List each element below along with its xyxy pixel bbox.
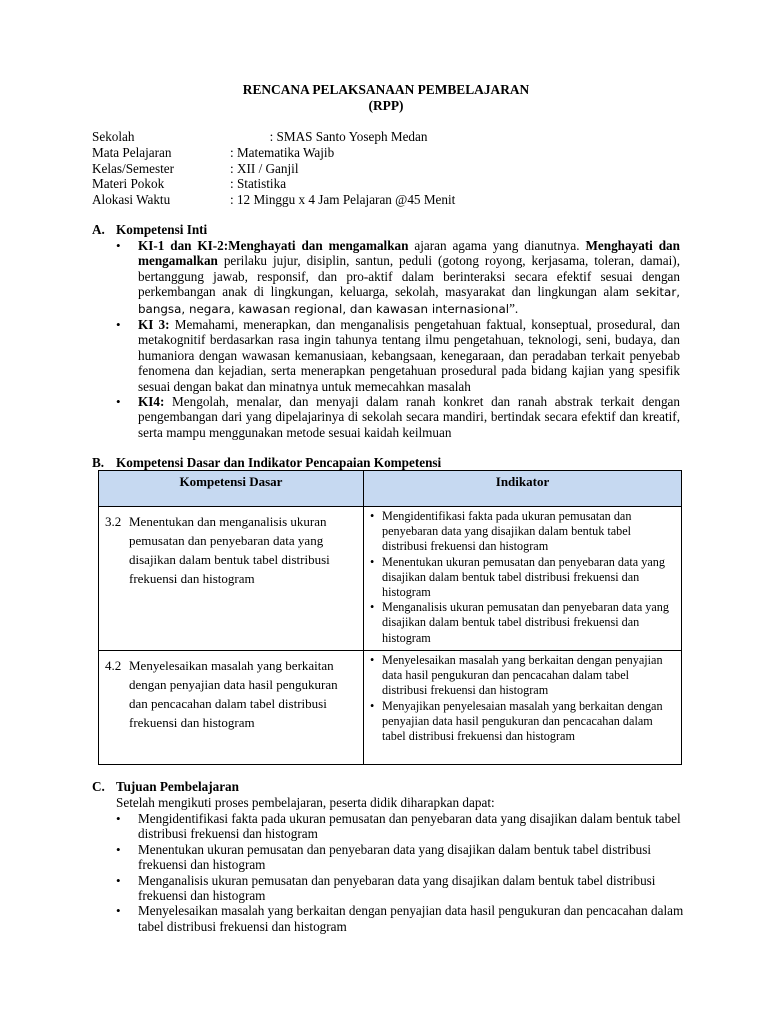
indicator-item: • Menentukan ukuran pemusatan dan penyebaran data yang disajikan dalam bentuk tabel distribusi frekuensi dan histogram [370, 555, 677, 601]
info-row-subject [92, 145, 455, 161]
list-item: • Menganalisis ukuran pemusatan dan penyebaran data yang disajikan dalam bentuk tabel distribusi frekuensi dan histogram [138, 873, 686, 904]
ki-emphasis: Menghayati dan mengamalkan [228, 238, 409, 253]
info-label: Sekolah [92, 129, 135, 144]
document-subtitle: (RPP) [368, 98, 404, 113]
section-letter: C. [92, 779, 105, 794]
section-letter: A. [92, 222, 105, 237]
ki-emphasis: Menghayati dan mengamalkan [138, 238, 680, 269]
info-label: Materi Pokok [92, 176, 165, 192]
objective-intro: Setelah mengikuti proses pembelajaran, peserta didik diharapkan dapat: [116, 795, 495, 810]
section-a-heading [92, 222, 207, 237]
list-item: • Menentukan ukuran pemusatan dan penyebaran data yang disajikan dalam bentuk tabel distribusi frekuensi dan histogram [138, 842, 686, 873]
info-label: Kelas/Semester [92, 160, 175, 176]
info-label: Mata Pelajaran [92, 144, 172, 160]
identity-block [92, 129, 455, 208]
section-c-heading [92, 779, 239, 794]
indicator-item: • Menyelesaikan masalah yang berkaitan dengan penyajian data hasil pengukuran dan pencacahan dalam tabel distribusi frekuensi dan histogram [370, 653, 677, 699]
list-item: • Mengidentifikasi fakta pada ukuran pemusatan dan penyebaran data yang disajikan dalam bentuk tabel distribusi frekuensi dan histogram [138, 811, 686, 842]
indicator-item: • Menyajikan penyelesaian masalah yang berkaitan dengan penyajian data hasil pengukuran dan pencacahan dalam tabel distribusi frekuensi dan histogram [370, 699, 677, 745]
info-value: : XII / Ganjil [230, 160, 299, 176]
ki-label: KI-1 dan KI-2: [138, 238, 229, 253]
indicator-item: • Menganalisis ukuran pemusatan dan penyebaran data yang disajikan dalam bentuk tabel distribusi frekuensi dan histogram [370, 600, 677, 646]
table-cell-indicator [364, 507, 682, 651]
info-value: : 12 Minggu x 4 Jam Pelajaran @45 Menit [230, 192, 456, 208]
table-cell-indicator [364, 651, 682, 765]
section-letter: B. [92, 455, 105, 470]
table-header-row [99, 471, 682, 507]
list-item-ki12 [138, 238, 680, 317]
info-value: : Matematika Wajib [230, 144, 335, 160]
list-item: • Menyelesaikan masalah yang berkaitan dengan penyajian data hasil pengukuran dan pencacahan dalam tabel distribusi frekuensi dan histogram [138, 903, 686, 934]
table-row [99, 507, 682, 651]
list-item-ki4 [138, 394, 680, 440]
ki-text: Memahami, menerapkan, dan menganalisis pengetahuan faktual, konseptual, prosedural, dan metakognitif berdasarkan rasa ingin tahunya tentang ilmu pengetahuan, teknologi, seni, budaya, dan humaniora dengan wawasan kemanusiaan, kebangsaan, kenegaraan, dan peradaban terkait penyebab fenomena dan kejadian, serta menerapkan pengetahuan prosedural pada bidang kajian yang spesifik sesuai dengan bakat dan minatnya untuk memecahkan masalah [138, 317, 681, 394]
info-row-time [92, 192, 455, 208]
column-header-kd: Kompetensi Dasar [99, 471, 364, 507]
ki-text: Mengolah, menalar, dan menyaji dalam ranah konkret dan ranah abstrak terkait dengan pengembangan dari yang dipelajarinya di sekolah secara mandiri, bertindak secara efektif dan kreatif, serta mampu menggunakan metode sesuai kaidah keilmuan [138, 394, 680, 440]
info-row-school [92, 129, 455, 145]
core-competence-list [138, 238, 680, 440]
table-cell-kd [99, 507, 364, 651]
ki-label: KI 3: [138, 317, 170, 333]
info-row-class [92, 161, 455, 177]
column-header-indicator: Indikator [364, 471, 682, 507]
objective-list [138, 811, 686, 934]
section-title: Kompetensi Inti [116, 222, 208, 237]
competence-table [98, 470, 682, 765]
kd-text: Menentukan dan menganalisis ukuran pemusatan dan penyebaran data yang disajikan dalam bentuk tabel distribusi frekuensi dan histogram [129, 514, 330, 586]
kd-number: 4.2 [105, 658, 122, 673]
ki-text: sekitar, bangsa, negara, kawasan regional, dan kawasan internasional [138, 285, 681, 316]
section-title: Kompetensi Dasar dan Indikator Pencapaian Kompetensi [116, 455, 442, 470]
kd-text: Menyelesaikan masalah yang berkaitan dengan penyajian data hasil pengukuran dan pencacahan dalam tabel distribusi frekuensi dan histogram [129, 658, 338, 730]
table-row [99, 651, 682, 765]
info-value: : Statistika [230, 176, 287, 192]
info-label: Alokasi Waktu [92, 192, 171, 208]
section-title: Tujuan Pembelajaran [116, 779, 239, 794]
info-row-topic [92, 176, 455, 192]
kd-number: 3.2 [105, 514, 122, 529]
ki-text: perilaku jujur, disiplin, santun, peduli (gotong royong, kerjasama, toleran, damai), bertanggung jawab, responsif, dan pro-aktif dalam berinteraksi secara efektif sesuai dengan perkembangan anak di lingkungan, keluarga, sekolah, masyarakat dan lingkungan alam [138, 253, 680, 300]
indicator-item: • Mengidentifikasi fakta pada ukuran pemusatan dan penyebaran data yang disajikan dalam bentuk tabel distribusi frekuensi dan histogram [370, 509, 677, 555]
ki-label: KI4: [138, 394, 165, 410]
ki-text: ”. [509, 300, 519, 316]
table-cell-kd [99, 651, 364, 765]
list-item-ki3 [138, 317, 680, 394]
document-title: RENCANA PELAKSANAAN PEMBELAJARAN [242, 82, 530, 97]
info-value: : SMAS Santo Yoseph Medan [230, 129, 428, 144]
section-b-heading [92, 455, 441, 470]
ki-text: ajaran agama yang dianutnya. [408, 238, 586, 253]
